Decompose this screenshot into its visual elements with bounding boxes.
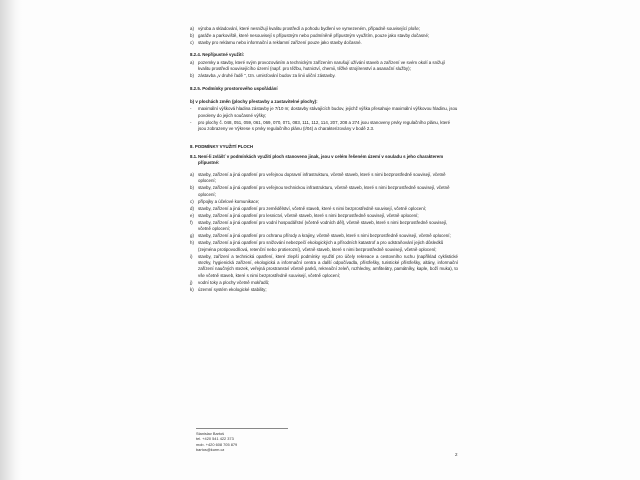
allowed-conditional-list: [190, 26, 458, 46]
list-item: - maximální výšková hladina zástavby je 7/10 m; dostavby stávajících budov, jejichž výška přesahuje maximální výškovou hladinu, jsou povoleny do jejich současné výšky;: [190, 106, 458, 118]
scan-edge-shadow: [0, 0, 22, 480]
list-item: c) stavby pro reklamu nebo informační a reklamní zařízení pouze jako stavby dočasné.: [190, 40, 362, 45]
author-mobile: mob. +420 608 705 879: [196, 441, 238, 447]
author-email: bartos@kurm.cz: [196, 447, 225, 453]
list-item: a) výroba a skladování, které nesnižují kvalitu prostředí a pohodu bydlení ve vymezeném, případně související ploše;: [190, 26, 421, 31]
section-heading-prohibited: 8.2.4. Nepřípustné využití:: [190, 52, 245, 58]
intro-paragraph: 8.1. Není-li zvlášť v podmínkách využití ploch stanoveno jinak, jsou v celém řešeném území v souladu s jeho charakterem přípustné:: [190, 154, 444, 166]
list-item: j) vodní toky a plochy včetně mokřadů;: [190, 279, 270, 285]
list-item: a) stavby, zařízení a jiná opatření pro veřejnou dopravní infrastrukturu, včetně staveb, které s nimi bezprostředně souvisejí, včetně oplocení;: [190, 171, 446, 184]
footer-contact: [196, 431, 336, 453]
list-item: f) stavby, zařízení a jiná opatření pro vodní hospodářství (včetně vodních děl), včetně staveb, které s nimi bezprostředně souvisejí, včetně oplocení;: [190, 219, 448, 232]
list-item: d) stavby, zařízení a jiná opatření pro zemědělství, včetně staveb, které s nimi bezprostředně souvisejí, včetně oplocení;: [190, 205, 427, 211]
list-item: b) garáže a parkoviště, které nesouvisejí s přípustným nebo podmíněně přípustným využitím, pouze jako stavby dočasné;: [190, 33, 430, 38]
section-heading-spatial: 8.2.5. Podmínky prostorového uspořádání: [190, 85, 278, 91]
list-item: k) územní systém ekologické stability;: [190, 286, 267, 292]
list-item: b) zástavba „v druhé řadě ", tzn. umisťování budov za linii uliční zástavby.: [190, 73, 336, 79]
list-item: a) pozemky a stavby, které svým provozováním a technickým zařízením narušují užívání staveb a zařízení ve svém okolí a snižují kvalitu prostředí souvisejícího území (např. pro těžbu, hutnictví, chemii, těžké strojírenství a asanační služby);: [190, 59, 445, 72]
list-item: i) stavby, zařízení a technická opatření, které zlepší podmínky využití pro účely rekreace a cestovního ruchu (například cyklistické stezky, hygienická zařízení, ekologická a informační centra a další odpočívadla, přístřešky, turistické přístřešky, altány, informační zařízení naučných stezek, veřejná prostranství včetně parků, rekreační zeleň, rozhledny, amfiteátry, památníky, kaple, boží muka), to vše včetně staveb, které s nimi bezprostředně souvisejí, včetně oplocení;: [190, 253, 458, 278]
list-item: - pro plochy č. 048, 051, 059, 061, 069, 070, 071, 083, 111, 112, 114, 207, 208 a 274 jsou stanoveny prvky regulačního plánu, které jsou zobrazeny ve Výkrese s prvky regulačního plánu (I/04) a charakterizovány v bodě 2.3.: [190, 119, 451, 132]
subheading-change-areas: b) v plochách změn (plochy přestavby a zastavitelné plochy):: [190, 99, 318, 105]
footer-divider: [196, 428, 288, 429]
generally-allowed-list: [190, 172, 458, 293]
list-item: e) stavby, zařízení a jiná opatření pro lesnictví, včetně staveb, které s nimi bezprostředně souvisejí, včetně oplocení;: [190, 212, 419, 218]
list-item: g) stavby, zařízení a jiná opatření pro ochranu přírody a krajiny, včetně staveb, které s nimi bezprostředně souvisejí, včetně oplocení;: [190, 233, 451, 239]
author-phone: tel. +420 541 422 373: [196, 436, 234, 442]
document-body: [190, 26, 458, 294]
list-item: c) přípojky a účelové komunikace;: [190, 198, 260, 204]
page-number: 2: [455, 452, 458, 457]
main-section-heading: 8. PODMÍNKY VYUŽITÍ PLOCH: [190, 143, 254, 149]
prohibited-use-list: [190, 60, 458, 80]
author-name: Stanislav Bartoš: [196, 431, 225, 436]
list-item: b) stavby, zařízení a jiná opatření pro veřejnou technickou infrastrukturu, včetně staveb, které s nimi bezprostředně souvisejí, včetně oplocení;: [190, 185, 450, 197]
list-item: h) stavby, zařízení a jiná opatření pro snižování nebezpečí ekologických a přírodních katastrof a pro odstraňování jejich důsledků (zejména protipovodňová, retenční nebo protierozní), včetně staveb, které s nimi bezprostředně souvisejí, včetně oplocení;: [190, 240, 444, 252]
spatial-conditions-list: [190, 106, 458, 132]
